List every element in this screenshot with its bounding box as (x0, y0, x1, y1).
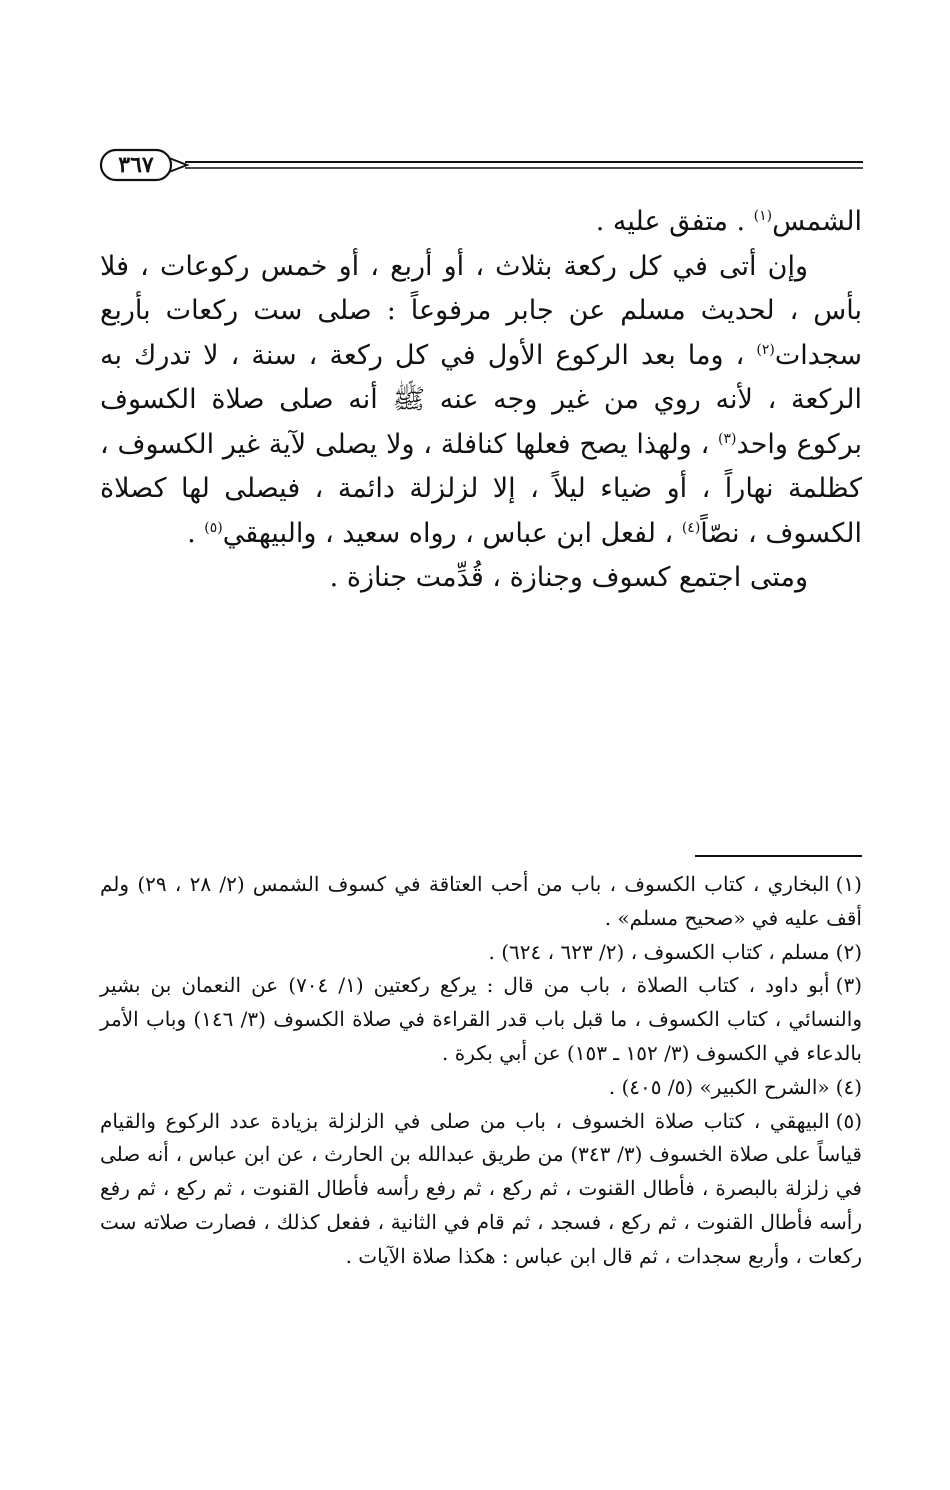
body-text-run: الشمس (772, 206, 862, 237)
body-paragraph (100, 245, 862, 557)
footnote-text: البيهقي ، كتاب صلاة الخسوف ، باب من صلى في الزلزلة بزيادة عدد الركوع والقيام قياساً على صلاة الخسوف (٣/ ٣٤٣) من طريق عبدالله بن الحارث ، عن ابن عباس ، أنه صلى في زلزلة بالبصرة ، فأطال القنوت ، ثم ركع ، ثم رفع رأسه فأطال القنوت ، ثم ركع ، ثم رفع رأسه فأطال القنوت ، ثم ركع ، فسجد ، ثم قام في الثانية ، ففعل كذلك ، فصارت صلاته ست ركعات ، وأربع سجدات ، ثم قال ابن عباس : هكذا صلاة الآيات . (100, 1108, 862, 1268)
footnote-separator (695, 855, 862, 857)
footnote-text: أبو داود ، كتاب الصلاة ، باب من قال : يركع ركعتين (١/ ٧٠٤) عن النعمان بن بشير والنسائي ، كتاب الكسوف ، ما قبل باب قدر القراءة في صلاة الكسوف (٣/ ١٤٦) وباب الأمر بالدعاء في الكسوف (٣/ ١٥٢ ـ ١٥٣) عن أبي بكرة . (100, 973, 862, 1065)
main-text (100, 200, 862, 601)
footnotes (100, 868, 862, 1274)
body-paragraph (100, 556, 862, 601)
body-text-run: ، ولهذا يصح فعلها كنافلة ، ولا يصلى لآية غير الكسوف ، كظلمة نهاراً ، أو ضياء ليلاً ، إلا لزلزلة دائمة ، فيصلى لها كصلاة الكسوف ، نصّاً (100, 428, 862, 549)
footnote-text: البخاري ، كتاب الكسوف ، باب من أحب العتاقة في كسوف الشمس (٢/ ٢٨ ، ٢٩) ولم أقف عليه في «صحيح مسلم» . (100, 872, 862, 930)
footnote-number: (٥) (835, 1108, 862, 1133)
footnote-reference: (٤) (681, 519, 701, 536)
footnote-item (100, 1105, 862, 1274)
footnote-number: (٤) (835, 1074, 862, 1099)
header-ornament (95, 148, 863, 184)
footnote-item (100, 1071, 862, 1105)
body-text-run: . متفق عليه . (595, 206, 754, 237)
body-text-run: ، لفعل ابن عباس ، رواه سعيد ، والبيهقي (222, 517, 682, 549)
footnote-reference: (٢) (756, 341, 775, 358)
footnote-reference: (١) (753, 208, 773, 224)
page-number: ٣٦٧ (118, 152, 154, 178)
footnote-text: «الشرح الكبير» (٥/ ٤٠٥) . (608, 1074, 830, 1099)
footnote-text: مسلم ، كتاب الكسوف ، (٢/ ٦٢٣ ، ٦٢٤) . (488, 939, 830, 964)
footnote-item (100, 868, 862, 936)
footnote-number: (٣) (835, 973, 862, 998)
body-text-run: وإن أتى في كل ركعة بثلاث ، أو أربع ، أو خمس ركوعات ، فلا بأس ، لحديث مسلم عن جابر مرفوعاً : صلى ست ركعات بأربع سجدات (100, 250, 862, 371)
body-paragraph (100, 200, 862, 245)
body-text-run: ومتى اجتمع كسوف وجنازة ، قُدِّمت جنازة . (329, 562, 808, 593)
body-text-run: ، وما بعد الركوع الأول في كل ركعة ، سنة ، لا تدرك به الركعة ، لأنه روي من غير وجه عنه ﷺ أنه صلى صلاة الكسوف بركوع واحد (100, 339, 862, 460)
body-text-run: . (187, 517, 205, 549)
footnote-item (100, 969, 862, 1070)
footnote-item (100, 936, 862, 970)
footnote-reference: (٥) (204, 519, 223, 536)
footnote-reference: (٣) (718, 430, 737, 447)
page-header (95, 148, 863, 184)
footnote-number: (١) (835, 872, 862, 896)
footnote-number: (٢) (835, 939, 862, 964)
